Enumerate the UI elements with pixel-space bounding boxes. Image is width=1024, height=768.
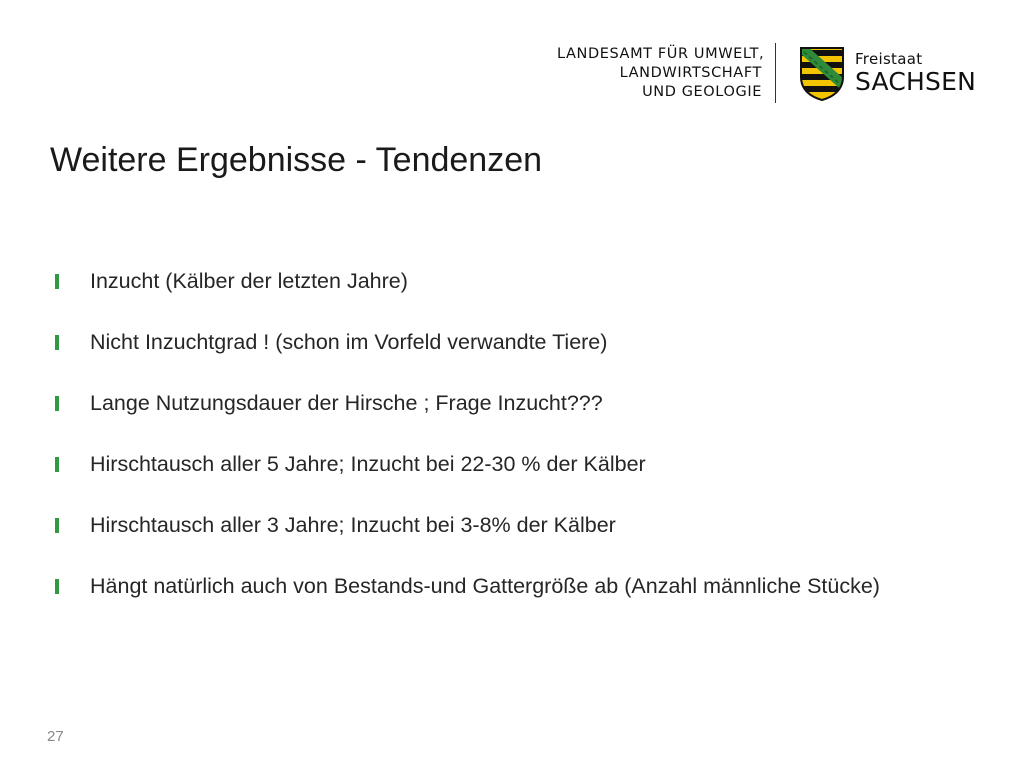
agency-name [557, 45, 775, 102]
state-name-large: SACHSEN [854, 67, 976, 96]
state-name [855, 52, 976, 94]
state-name-small: Freistaat [854, 50, 923, 68]
bullet-text: Hängt natürlich auch von Bestands-und Gattergröße ab (Anzahl männliche Stücke) [90, 574, 880, 598]
bullet-list [55, 266, 965, 632]
bullet-item [55, 388, 965, 418]
bullet-marker [55, 274, 59, 289]
agency-name-line-1: LANDESAMT FÜR UMWELT, [556, 45, 765, 62]
slide-number: 27 [47, 728, 64, 745]
bullet-item [55, 510, 965, 540]
bullet-marker [55, 518, 59, 533]
bullet-text: Nicht Inzuchtgrad ! (schon im Vorfeld verwandte Tiere) [90, 330, 608, 354]
bullet-item [55, 449, 965, 479]
bullet-text: Lange Nutzungsdauer der Hirsche ; Frage Inzucht??? [90, 391, 603, 415]
bullet-text: Inzucht (Kälber der letzten Jahre) [90, 269, 408, 293]
bullet-text: Hirschtausch aller 5 Jahre; Inzucht bei 22-30 % der Kälber [90, 452, 646, 476]
slide-title: Weitere Ergebnisse - Tendenzen [50, 141, 543, 179]
header-divider [775, 43, 776, 103]
agency-name-line-3: UND GEOLOGIE [642, 83, 762, 100]
saxony-coat-of-arms-icon [797, 44, 847, 102]
bullet-marker [55, 335, 59, 350]
bullet-item [55, 327, 965, 357]
bullet-marker [55, 579, 59, 594]
bullet-marker [55, 396, 59, 411]
bullet-item [55, 266, 965, 296]
bullet-text: Hirschtausch aller 3 Jahre; Inzucht bei 3-8% der Kälber [90, 513, 616, 537]
bullet-item [55, 571, 965, 601]
bullet-marker [55, 457, 59, 472]
slide-header [557, 40, 976, 106]
agency-name-line-2: LANDWIRTSCHAFT [619, 64, 762, 81]
